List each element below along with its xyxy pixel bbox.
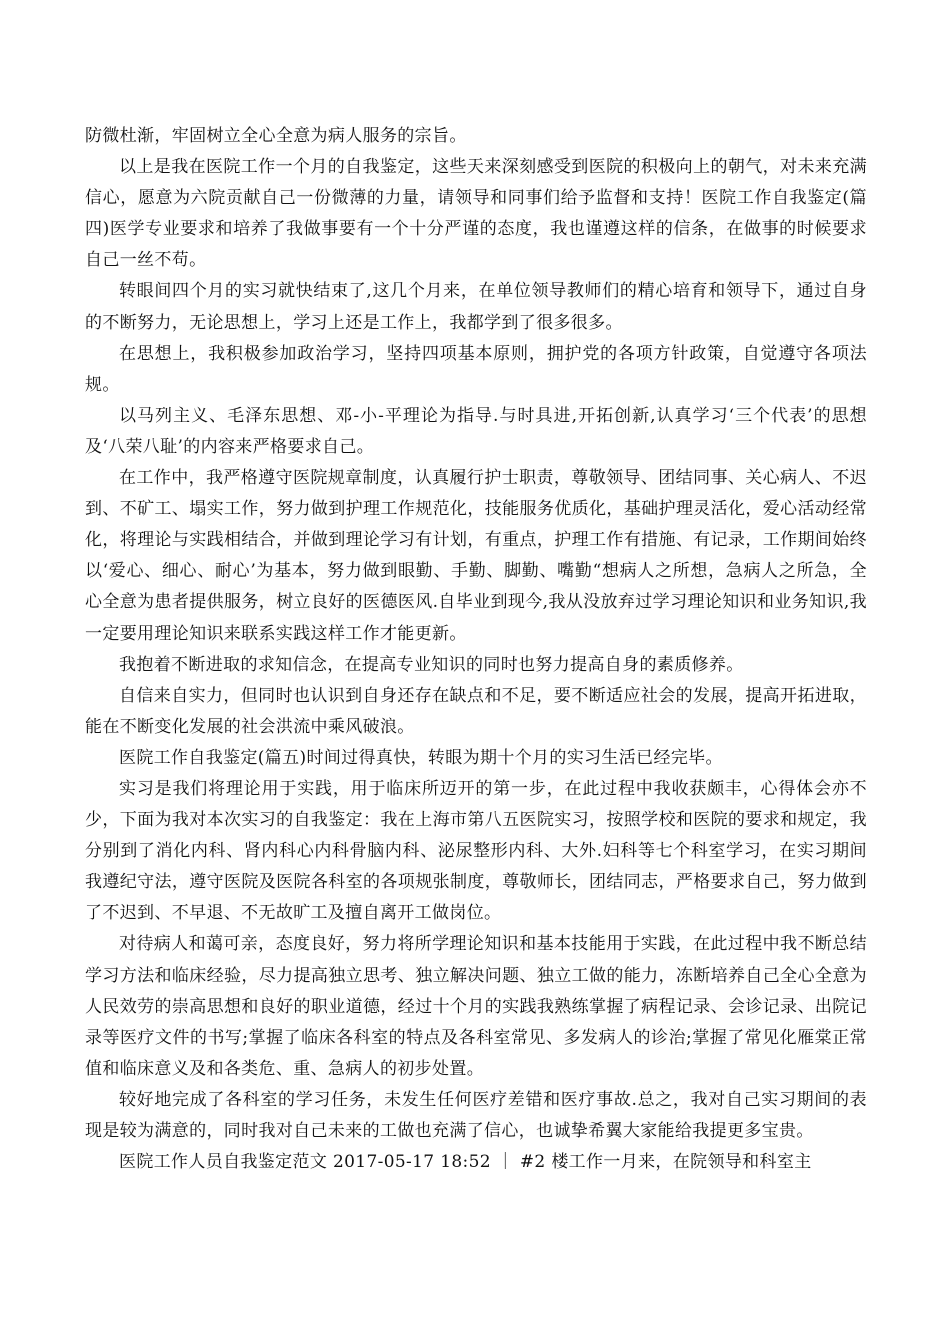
paragraph: 在工作中，我严格遵守医院规章制度，认真履行护士职责，尊敬领导、团结同事、关心病人、不迟到、不矿工、塌实工作，努力做到护理工作规范化，技能服务优质化，基础护理灵活化，爱心活动经常化，将理论与实践相结合，并做到理论学习有计划，有重点，护理工作有措施、有记录，工作期间始终以‘爱心、细心、耐心’为基本，努力做到眼勤、手勤、脚勤、嘴勤“想病人之所想，急病人之所急，全心全意为患者提供服务，树立良好的医德医风.自毕业到现今,我从没放弃过学习理论知识和业务知识,我一定要用理论知识来联系实践这样工作才能更新。 (85, 468, 867, 644)
paragraph: 转眼间四个月的实习就快结束了,这几个月来，在单位领导教师们的精心培育和领导下，通过自身的不断努力，无论思想上，学习上还是工作上，我都学到了很多很多。 (85, 281, 867, 333)
paragraph: 医院工作人员自我鉴定范文 2017-05-17 18:52 ｜ #2 楼工作一月来，在院领导和科室主 (119, 1152, 812, 1173)
document-body (85, 121, 867, 1178)
paragraph: 在思想上，我积极参加政治学习，坚持四项基本原则，拥护党的各项方针政策，自觉遵守各项法规。 (85, 343, 867, 395)
paragraph: 防微杜渐，牢固树立全心全意为病人服务的宗旨。 (85, 126, 467, 146)
paragraph: 以马列主义、毛泽东思想、邓-小-平理论为指导.与时具进,开拓创新,认真学习‘三个代表’的思想及‘八荣八耻’的内容来严格要求自己。 (85, 405, 867, 457)
paragraph: 自信来自实力，但同时也认识到自身还存在缺点和不足，要不断适应社会的发展，提高开拓进取，能在不断变化发展的社会洪流中乘风破浪。 (85, 685, 867, 737)
paragraph: 以上是我在医院工作一个月的自我鉴定，这些天来深刻感受到医院的积极向上的朝气，对未来充满信心，愿意为六院贡献自己一份微薄的力量，请领导和同事们给予监督和支持！医院工作自我鉴定(篇四)医学专业要求和培养了我做事要有一个十分严谨的态度，我也谨遵这样的信条，在做事的时候要求自己一丝不苟。 (85, 157, 867, 271)
paragraph: 实习是我们将理论用于实践，用于临床所迈开的第一步，在此过程中我收获颇丰，心得体会亦不少，下面为我对本次实习的自我鉴定：我在上海市第八五医院实习，按照学校和医院的要求和规定，我分别到了消化内科、肾内科心内科骨脑内科、泌尿整形内科、大外.妇科等七个科室学习，在实习期间我遵纪守法，遵守医院及医院各科室的各项规张制度，尊敬师长，团结同志，严格要求自己，努力做到了不迟到、不早退、不无故旷工及擅自离开工做岗位。 (85, 778, 867, 924)
paragraph: 对待病人和蔼可亲，态度良好，努力将所学理论知识和基本技能用于实践，在此过程中我不断总结学习方法和临床经验，尽力提高独立思考、独立解决问题、独立工做的能力，冻断培养自己全心全意为人民效劳的崇高思想和良好的职业道德，经过十个月的实践我熟练掌握了病程记录、会诊记录、出院记录等医疗文件的书写;掌握了临床各科室的特点及各科室常见、多发病人的诊治;掌握了常见化雁棠正常值和临床意义及和各类危、重、急病人的初步处置。 (85, 934, 867, 1079)
paragraph: 医院工作自我鉴定(篇五)时间过得真快，转眼为期十个月的实习生活已经完毕。 (119, 747, 723, 768)
paragraph: 较好地完成了各科室的学习任务，未发生任何医疗差错和医疗事故.总之，我对自己实习期间的表现是较为满意的，同时我对自己未来的工做也充满了信心，也诚挚希翼大家能给我提更多宝贵。 (85, 1089, 867, 1141)
paragraph: 我抱着不断进取的求知信念，在提高专业知识的同时也努力提高自身的素质修养。 (119, 654, 744, 675)
